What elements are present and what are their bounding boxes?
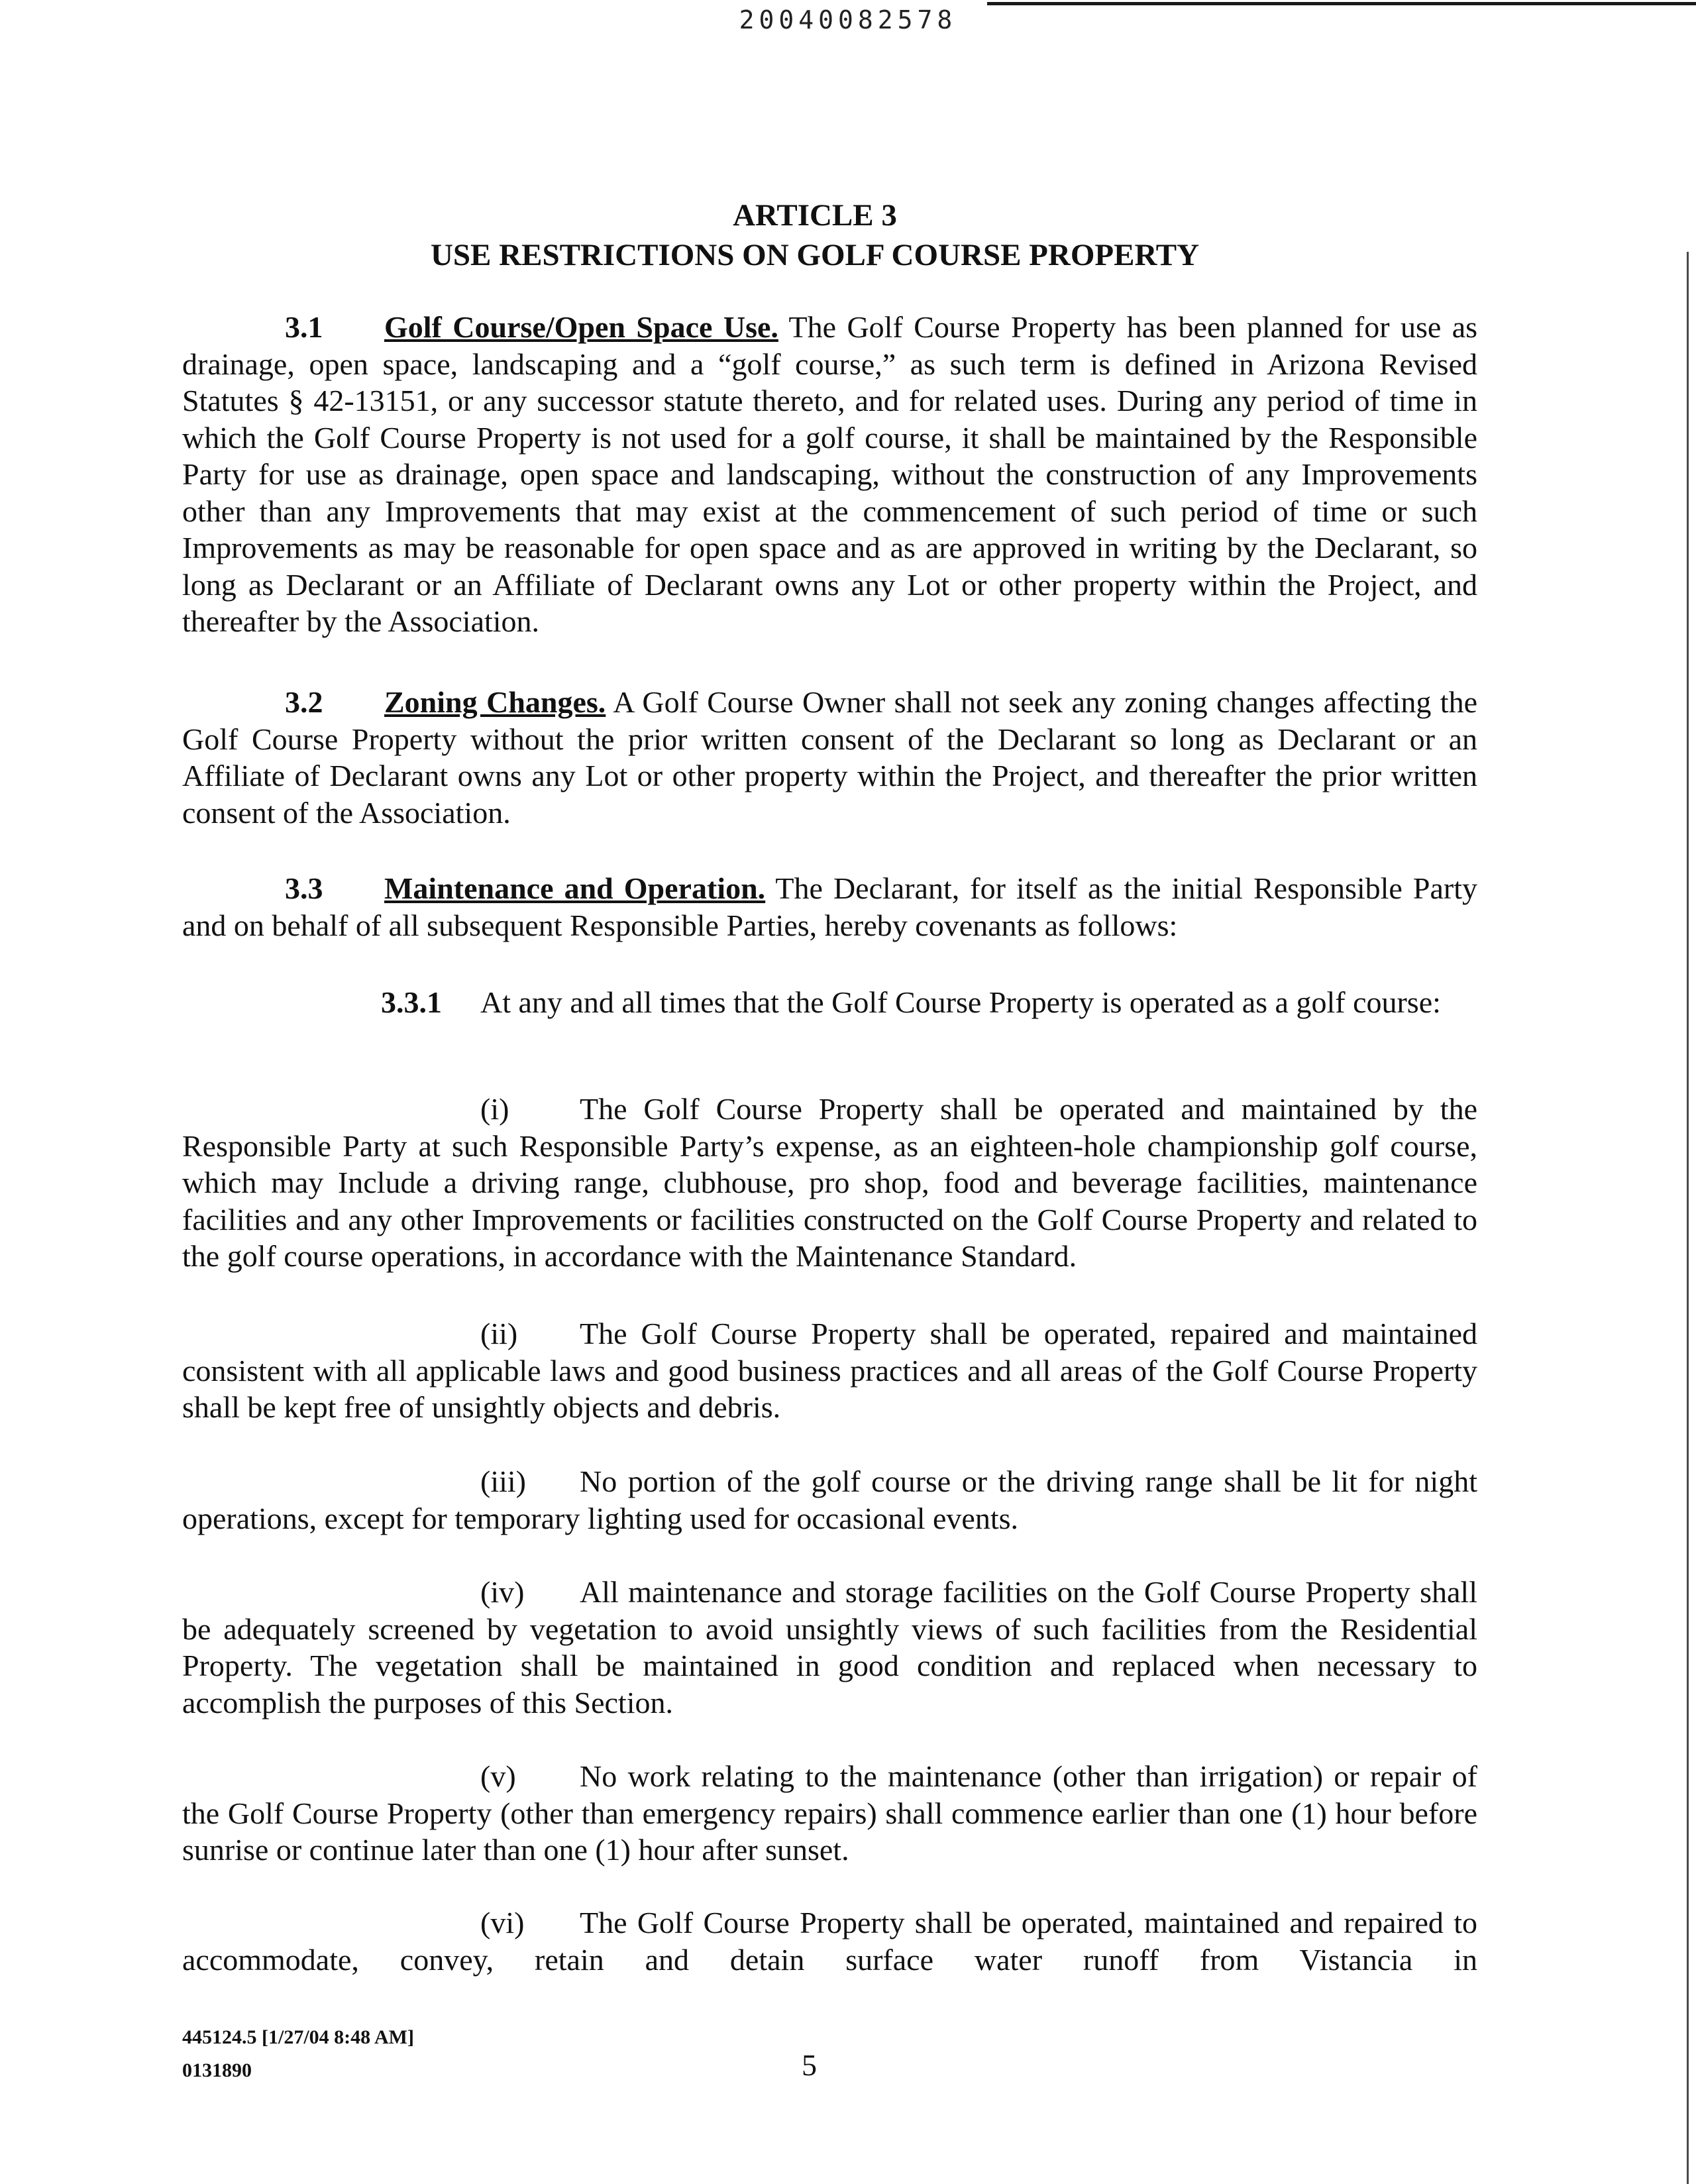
item-label: (v) xyxy=(480,1759,516,1793)
footer-doc-ref: 445124.5 [1/27/04 8:48 AM] xyxy=(182,2026,414,2048)
section-heading: Zoning Changes. xyxy=(384,685,606,719)
item-i xyxy=(182,1091,1477,1275)
subsection-text: At any and all times that the Golf Course Property is operated as a golf course: xyxy=(480,985,1441,1019)
item-text: All maintenance and storage facilities on the Golf Course Property shall be adequately screened by vegetation to avoid unsightly views of such facilities from the Residential Property. The vegetation shall be maintained in good condition and replaced when necessary to accomplish the purposes of this Section. xyxy=(182,1575,1477,1720)
section-number: 3.1 xyxy=(285,310,323,344)
section-text: A Golf Course Owner shall not seek any zoning changes affecting the Golf Course Property without the prior written consent of the Declarant so long as Declarant or an Affiliate of Declarant owns any Lot or other property within the Project, and thereafter the prior written consent of the Association. xyxy=(182,685,1477,830)
article-title: ARTICLE 3 xyxy=(733,198,897,233)
section-3-3 xyxy=(182,870,1477,944)
item-ii xyxy=(182,1315,1477,1426)
item-iv xyxy=(182,1574,1477,1721)
item-label: (iv) xyxy=(480,1575,525,1609)
section-text: The Declarant, for itself as the initial Responsible Party and on behalf of all subsequent Responsible Parties, hereby covenants as follows: xyxy=(182,871,1477,942)
section-heading: Maintenance and Operation. xyxy=(384,871,766,905)
subsection-number: 3.3.1 xyxy=(381,985,442,1019)
section-3-2 xyxy=(182,684,1477,831)
item-text: No portion of the golf course or the driving range shall be lit for night operations, except for temporary lighting used for occasional events. xyxy=(182,1464,1477,1535)
item-label: (iii) xyxy=(480,1464,526,1498)
item-text: The Golf Course Property shall be operated, repaired and maintained consistent with all applicable laws and good business practices and all areas of the Golf Course Property shall be kept free of unsightly objects and debris. xyxy=(182,1317,1477,1424)
item-vi xyxy=(182,1904,1477,1978)
section-number: 3.2 xyxy=(285,685,323,719)
item-label: (i) xyxy=(480,1092,509,1126)
page-number: 5 xyxy=(802,2048,817,2082)
section-heading: Golf Course/Open Space Use. xyxy=(384,310,778,344)
section-number: 3.3 xyxy=(285,871,323,905)
section-text: The Golf Course Property has been planned for use as drainage, open space, landscaping and a “golf course,” as such term is defined in Arizona Revised Statutes § 42-13151, or any successor statute thereto, and for related uses. During any period of time in which the Golf Course Property is not used for a golf course, it shall be maintained by the Responsible Party for use as drainage, open space and landscaping, without the construction of any Improvements other than any Improvements that may exist at the commencement of such period of time or such Improvements as may be reasonable for open space and as are approved in writing by the Declarant, so long as Declarant or an Affiliate of Declarant owns any Lot or other property within the Project, and thereafter by the Association. xyxy=(182,310,1478,638)
item-text: No work relating to the maintenance (other than irrigation) or repair of the Golf Course Property (other than emergency repairs) shall commence earlier than one (1) hour before sunrise or continue later than one (1) hour after sunset. xyxy=(182,1759,1477,1867)
recording-number: 20040082578 xyxy=(739,5,957,34)
item-label: (vi) xyxy=(480,1906,525,1939)
right-scan-border xyxy=(1687,252,1689,2184)
footer-file-number: 0131890 xyxy=(182,2059,252,2081)
article-subtitle: USE RESTRICTIONS ON GOLF COURSE PROPERTY xyxy=(430,238,1200,272)
item-v xyxy=(182,1758,1477,1869)
subsection-3-3-1 xyxy=(182,981,1477,1024)
item-text: The Golf Course Property shall be operated and maintained by the Responsible Party at such Responsible Party’s expense, as an eighteen-hole championship golf course, which may Include a driving range, clubhouse, pro shop, food and beverage facilities, maintenance facilities and any other Improvements or facilities constructed on the Golf Course Property and related to the golf course operations, in accordance with the Maintenance Standard. xyxy=(182,1092,1477,1273)
section-3-1 xyxy=(182,309,1477,640)
item-iii xyxy=(182,1463,1477,1537)
item-text: The Golf Course Property shall be operated, maintained and repaired to accommodate, convey, retain and detain surface water runoff from Vistancia in xyxy=(182,1906,1477,1977)
item-label: (ii) xyxy=(480,1317,518,1350)
